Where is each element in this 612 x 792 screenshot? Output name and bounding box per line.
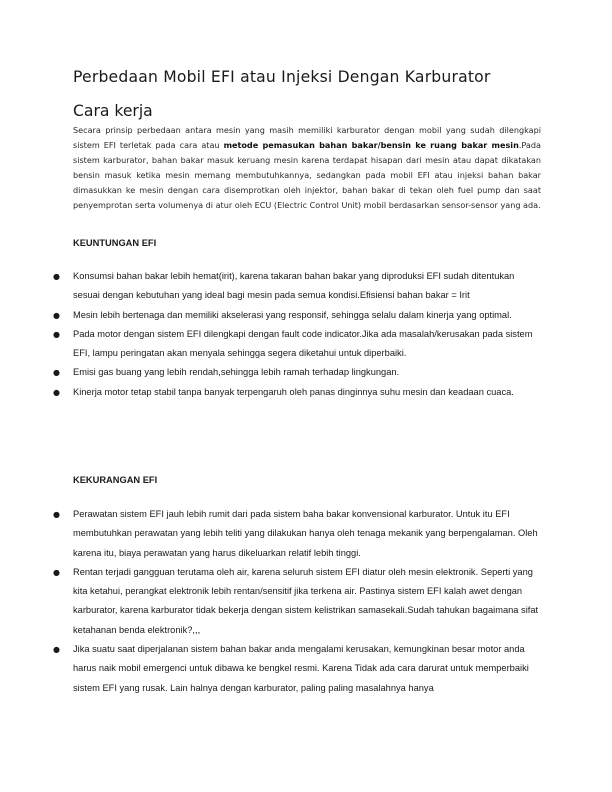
list-item-text: Kinerja motor tetap stabil tanpa banyak terpengaruh oleh panas dinginnya suhu mesin dan keadaan cuaca. (73, 386, 514, 397)
bullet-icon: ● (53, 329, 60, 339)
bullet-icon: ● (53, 368, 60, 378)
intro-paragraph (73, 123, 541, 213)
heading-keuntungan: KEUNTUNGAN EFI (73, 238, 157, 248)
bullet-icon: ● (53, 387, 60, 397)
list-item (0, 640, 543, 698)
intro-text-1: Secara prinsip perbedaan antara mesin yang masih memiliki karburator dengan mobil yang sudah dilengkapi sistem EFI terletak pada cara atau (73, 125, 541, 150)
list-item (0, 325, 543, 364)
list-item (0, 363, 543, 382)
list-item-text: Perawatan sistem EFI jauh lebih rumit dari pada sistem baha bakar konvensional karburator. Untuk itu EFI membutuhkan perawatan yang lebih teliti yang dilakukan hanya oleh tenaga mekanik yang berpengalaman. Oleh karena itu, biaya perawatan yang harus dikeluarkan relatif lebih tinggi. (73, 509, 538, 558)
section-title-cara-kerja: Cara kerja (73, 102, 153, 120)
list-item (0, 267, 543, 306)
bullet-icon: ● (53, 645, 60, 655)
list-item-text: Emisi gas buang yang lebih rendah,sehingga lebih ramah terhadap lingkungan. (73, 367, 400, 378)
disadvantages-list (0, 505, 612, 698)
bullet-icon: ● (53, 510, 60, 519)
list-item (0, 505, 543, 563)
list-item (0, 563, 543, 640)
intro-text-2: .Pada sistem karburator, bahan bakar masuk keruang mesin karena terdapat hisapan dari mesin atau dapat dikatakan bensin masuk ketika mesin memang membutuhkannya, sedangkan pada mobil EFI atau injeksi bahan bakar dimasukkan ke mesin dengan cara disemprotkan oleh injektor, bahan bakar di tekan oleh fuel pump dan saat penyemprotan serta volumenya di atur oleh ECU (Electric Control Unit) mobil berdasarkan sensor-sensor yang ada. (73, 140, 541, 210)
intro-bold-text: metode pemasukan bahan bakar/bensin ke ruang bakar mesin (223, 140, 519, 150)
list-item (0, 306, 543, 325)
list-item-text: Pada motor dengan sistem EFI dilengkapi dengan fault code indicator.Jika ada masalah/kerusakan pada sistem EFI, lampu peringatan akan menyala sehingga segera diketahui untuk diperbaiki. (73, 328, 533, 359)
list-item (0, 383, 543, 402)
list-item-text: Rentan terjadi gangguan terutama oleh air, karena seluruh sistem EFI diatur oleh mesin elektronik. Seperti yang kita ketahui, perangkat elektronik lebih rentan/sensitif jika terkena air. Pastinya sistem EFI kalah awet dengan karburator, karena karburator tidak bekerja dengan sistem kelistrikan samasekali.Sudah tahukan bagaimana sifat ketahanan benda elektronik?,,, (73, 566, 539, 635)
heading-kekurangan: KEKURANGAN EFI (73, 475, 158, 485)
bullet-icon: ● (53, 310, 60, 320)
advantages-list (0, 267, 612, 402)
bullet-icon: ● (53, 272, 60, 281)
list-item-text: Konsumsi bahan bakar lebih hemat(irit), karena takaran bahan bakar yang diproduksi EFI sudah ditentukan sesuai dengan kebutuhan yang ideal bagi mesin pada semua kondisi.Efisiensi bahan bakar = Irit (73, 271, 515, 301)
bullet-icon: ● (53, 567, 60, 577)
page-title: Perbedaan Mobil EFI atau Injeksi Dengan Karburator (73, 68, 491, 86)
list-item-text: Jika suatu saat diperjalanan sistem bahan bakar anda mengalami kerusakan, kemungkinan besar motor anda harus naik mobil emergenci untuk dibawa ke bengkel resmi. Karena Tidak ada cara darurat untuk memperbaiki sistem EFI yang rusak. Lain halnya dengan karburator, paling paling masalahnya hanya (73, 644, 529, 693)
list-item-text: Mesin lebih bertenaga dan memiliki akselerasi yang responsif, sehingga selalu dalam kinerja yang optimal. (73, 309, 512, 320)
